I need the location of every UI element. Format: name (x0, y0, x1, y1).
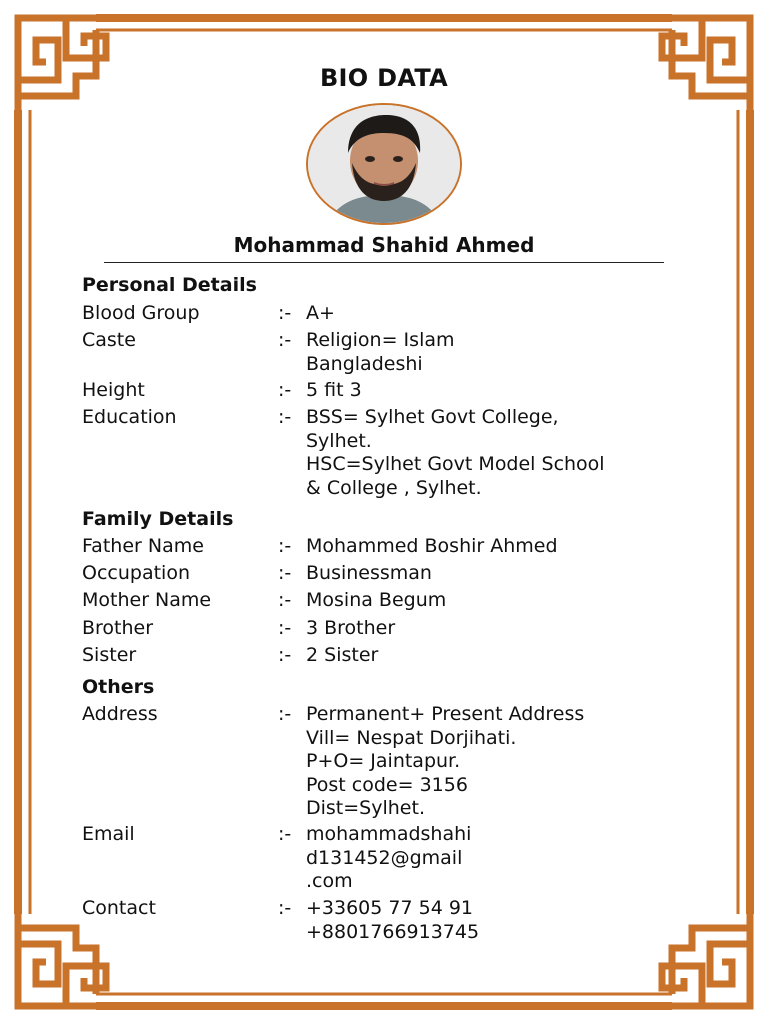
value-line: Religion= Islam (306, 329, 455, 351)
page-title: BIO DATA (319, 64, 449, 92)
value-line: Post code= 3156 (306, 773, 468, 796)
row-label: Address (82, 703, 158, 725)
row-separator: :- (278, 406, 292, 428)
row-separator: :- (278, 617, 292, 639)
value-line: 2 Sister (306, 644, 379, 666)
row-value (306, 644, 378, 668)
row-separator: :- (278, 703, 292, 725)
row-value (306, 703, 584, 821)
row-value (306, 823, 471, 894)
person-name: Mohammad Shahid Ahmed (233, 233, 535, 257)
row-separator: :- (278, 897, 292, 919)
value-line: +8801766913745 (306, 920, 480, 943)
row-label: Contact (82, 897, 156, 919)
value-line: Sylhet. (306, 429, 372, 452)
row-separator: :- (278, 562, 292, 584)
row-value (306, 379, 362, 403)
value-line: .com (306, 870, 353, 892)
row-separator: :- (278, 535, 292, 557)
row-value (306, 589, 446, 613)
value-line: +33605 77 54 91 (306, 897, 474, 919)
row-separator: :- (278, 302, 292, 324)
row-label: Mother Name (82, 589, 212, 611)
row-value (306, 406, 605, 500)
row-label: Brother (82, 617, 154, 639)
corner-ornament-bottom-right (662, 914, 750, 1006)
row-label: Email (82, 823, 135, 845)
value-line: HSC=Sylhet Govt Model School (306, 453, 605, 475)
corner-ornament-bottom-left (18, 914, 106, 1006)
row-label: Occupation (82, 562, 190, 584)
section-heading-others: Others (82, 676, 155, 698)
row-label: Blood Group (82, 302, 200, 324)
row-label: Father Name (82, 535, 204, 557)
value-line: Mosina Begum (306, 589, 447, 611)
value-line: mohammadshahi (306, 823, 472, 845)
section-heading-family: Family Details (82, 508, 234, 530)
value-line: Vill= Nespat Dorjihati. (306, 726, 517, 749)
row-separator: :- (278, 644, 292, 666)
row-value (306, 617, 395, 641)
row-label: Sister (82, 644, 137, 666)
row-value (306, 535, 558, 559)
profile-photo (306, 103, 462, 225)
row-value (306, 329, 455, 376)
row-value (306, 302, 335, 326)
value-line: A+ (306, 302, 335, 324)
row-separator: :- (278, 823, 292, 845)
value-line: 5 fit 3 (306, 379, 362, 401)
value-line: 3 Brother (306, 617, 396, 639)
value-line: d131452@gmail (306, 846, 463, 869)
name-divider (104, 262, 664, 263)
value-line: Dist=Sylhet. (306, 797, 425, 819)
row-value (306, 897, 479, 944)
value-line: Permanent+ Present Address (306, 703, 585, 725)
row-separator: :- (278, 589, 292, 611)
value-line: P+O= Jaintapur. (306, 750, 461, 772)
section-heading-personal: Personal Details (82, 274, 257, 296)
row-separator: :- (278, 329, 292, 351)
value-line: Businessman (306, 562, 432, 584)
row-value (306, 562, 432, 586)
value-line: BSS= Sylhet Govt College, (306, 406, 559, 428)
avatar-icon (308, 105, 460, 223)
row-label: Education (82, 406, 177, 428)
value-line: Bangladeshi (306, 352, 423, 375)
value-line: & College , Sylhet. (306, 476, 482, 499)
row-label: Caste (82, 329, 136, 351)
row-label: Height (82, 379, 145, 401)
row-separator: :- (278, 379, 292, 401)
value-line: Mohammed Boshir Ahmed (306, 535, 558, 557)
